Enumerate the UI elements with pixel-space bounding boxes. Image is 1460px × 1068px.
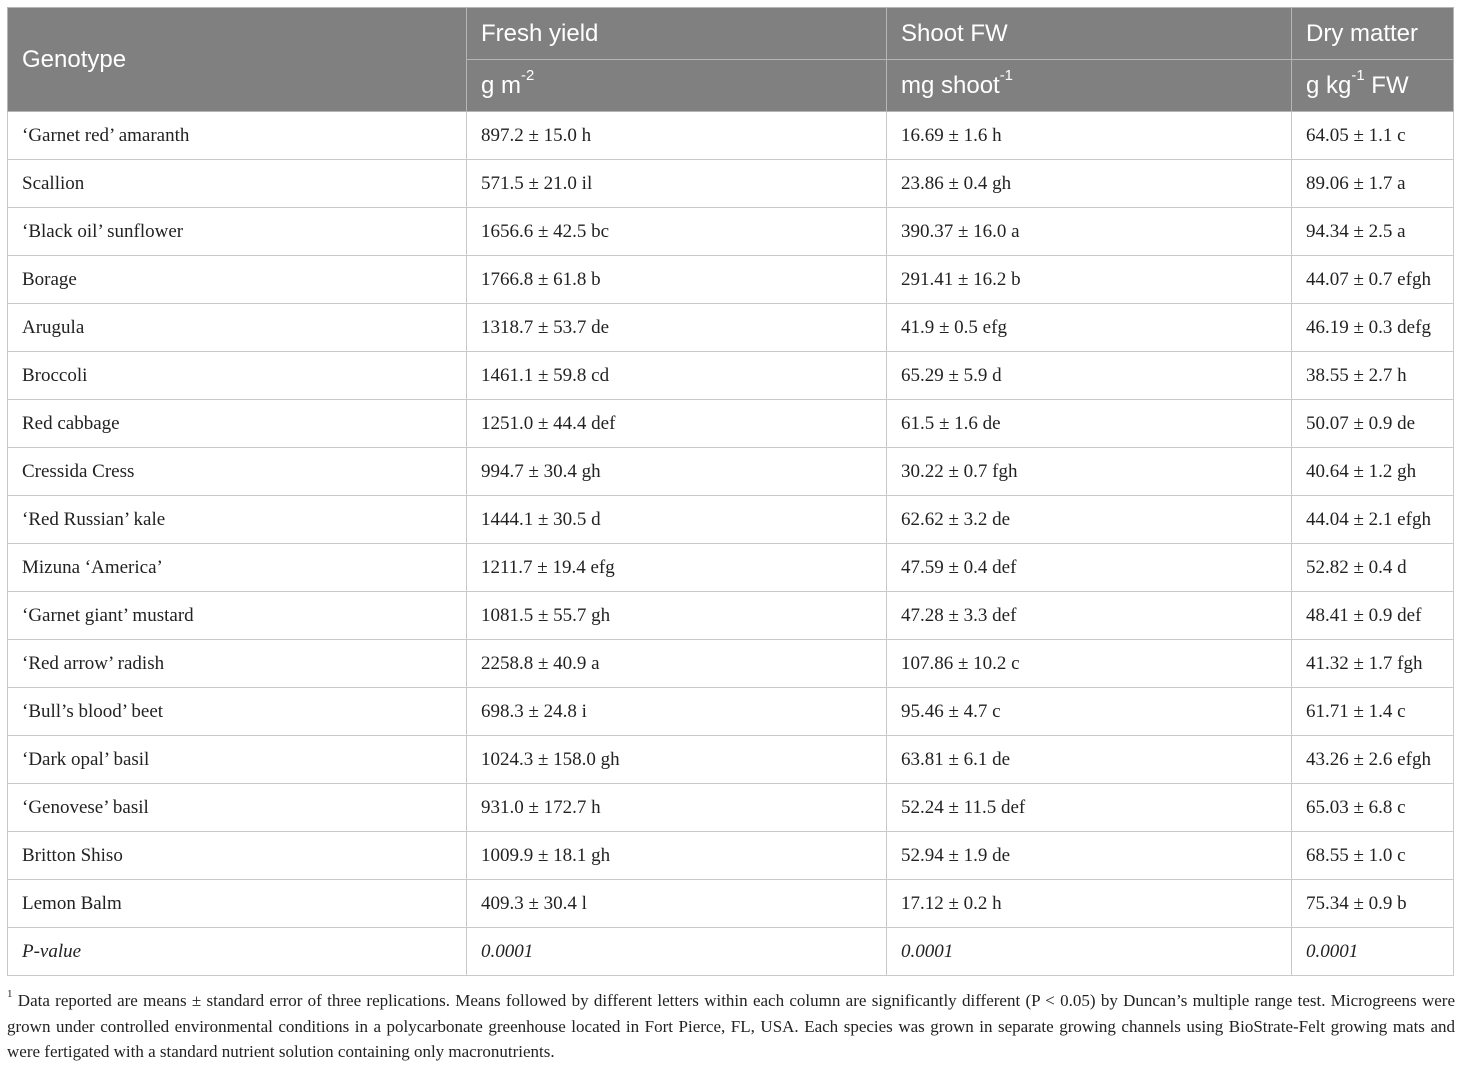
cell-genotype: ‘Red Russian’ kale [8,496,467,544]
unit-fresh-yield-exp: -2 [521,67,535,84]
col-header-dry-matter: Dry matter [1292,8,1454,60]
table-row [8,832,1454,880]
table-row [8,400,1454,448]
cell-shoot-fw: 30.22 ± 0.7 fgh [887,448,1292,496]
cell-dry-matter: 50.07 ± 0.9 de [1292,400,1454,448]
pvalue-row [8,928,1454,976]
cell-fresh-yield: 1251.0 ± 44.4 def [467,400,887,448]
unit-fresh-yield [467,60,887,112]
cell-genotype: ‘Bull’s blood’ beet [8,688,467,736]
unit-shoot-fw [887,60,1292,112]
cell-dry-matter: 40.64 ± 1.2 gh [1292,448,1454,496]
table-row [8,640,1454,688]
cell-genotype: Lemon Balm [8,880,467,928]
cell-genotype: ‘Black oil’ sunflower [8,208,467,256]
cell-fresh-yield: 409.3 ± 30.4 l [467,880,887,928]
table-row [8,304,1454,352]
cell-fresh-yield: 2258.8 ± 40.9 a [467,640,887,688]
cell-shoot-fw: 52.24 ± 11.5 def [887,784,1292,832]
cell-shoot-fw: 16.69 ± 1.6 h [887,112,1292,160]
unit-dry-matter-text: g kg [1306,71,1352,99]
table-body [8,112,1454,976]
table-row [8,496,1454,544]
cell-genotype: Red cabbage [8,400,467,448]
header-row [8,8,1454,60]
cell-fresh-yield: 897.2 ± 15.0 h [467,112,887,160]
unit-fresh-yield-text: g m [481,71,522,99]
unit-dry-matter-suffix: FW [1364,71,1409,99]
cell-fresh-yield: 931.0 ± 172.7 h [467,784,887,832]
cell-shoot-fw: 47.59 ± 0.4 def [887,544,1292,592]
table-row [8,736,1454,784]
cell-dry-matter: 64.05 ± 1.1 c [1292,112,1454,160]
cell-fresh-yield: 1461.1 ± 59.8 cd [467,352,887,400]
cell-genotype: Broccoli [8,352,467,400]
cell-shoot-fw: 107.86 ± 10.2 c [887,640,1292,688]
unit-shoot-fw-text: mg shoot [901,71,1000,99]
cell-fresh-yield: 1444.1 ± 30.5 d [467,496,887,544]
col-header-fresh-yield: Fresh yield [467,8,887,60]
cell-fresh-yield: 1766.8 ± 61.8 b [467,256,887,304]
cell-shoot-fw: 17.12 ± 0.2 h [887,880,1292,928]
cell-dry-matter: 41.32 ± 1.7 fgh [1292,640,1454,688]
pvalue-fresh-yield: 0.0001 [467,928,887,976]
cell-genotype: Arugula [8,304,467,352]
cell-shoot-fw: 23.86 ± 0.4 gh [887,160,1292,208]
unit-dry-matter-exp: -1 [1351,67,1365,84]
cell-dry-matter: 68.55 ± 1.0 c [1292,832,1454,880]
cell-dry-matter: 46.19 ± 0.3 defg [1292,304,1454,352]
pvalue-shoot-fw: 0.0001 [887,928,1292,976]
cell-dry-matter: 94.34 ± 2.5 a [1292,208,1454,256]
cell-shoot-fw: 41.9 ± 0.5 efg [887,304,1292,352]
footnote-marker: 1 [7,987,13,1000]
cell-fresh-yield: 1024.3 ± 158.0 gh [467,736,887,784]
pvalue-label: P-value [8,928,467,976]
cell-shoot-fw: 61.5 ± 1.6 de [887,400,1292,448]
cell-dry-matter: 38.55 ± 2.7 h [1292,352,1454,400]
table-row [8,160,1454,208]
cell-shoot-fw: 291.41 ± 16.2 b [887,256,1292,304]
cell-dry-matter: 61.71 ± 1.4 c [1292,688,1454,736]
table-row [8,880,1454,928]
table-row [8,352,1454,400]
table-row [8,544,1454,592]
col-header-genotype: Genotype [8,8,467,112]
table-row [8,784,1454,832]
unit-dry-matter [1292,60,1454,112]
table-row [8,256,1454,304]
cell-fresh-yield: 571.5 ± 21.0 il [467,160,887,208]
cell-fresh-yield: 1656.6 ± 42.5 bc [467,208,887,256]
table-row [8,592,1454,640]
cell-shoot-fw: 47.28 ± 3.3 def [887,592,1292,640]
table-row [8,688,1454,736]
cell-dry-matter: 44.07 ± 0.7 efgh [1292,256,1454,304]
cell-dry-matter: 43.26 ± 2.6 efgh [1292,736,1454,784]
cell-dry-matter: 48.41 ± 0.9 def [1292,592,1454,640]
cell-genotype: Mizuna ‘America’ [8,544,467,592]
cell-genotype: Borage [8,256,467,304]
cell-genotype: Britton Shiso [8,832,467,880]
cell-fresh-yield: 1211.7 ± 19.4 efg [467,544,887,592]
table-row [8,208,1454,256]
cell-genotype: ‘Genovese’ basil [8,784,467,832]
pvalue-dry-matter: 0.0001 [1292,928,1454,976]
cell-shoot-fw: 390.37 ± 16.0 a [887,208,1292,256]
cell-genotype: ‘Garnet giant’ mustard [8,592,467,640]
table-row [8,448,1454,496]
footnote-text: Data reported are means ± standard error of three replications. Means followed by different letters within each column are significantly different (P < 0.05) by Duncan’s multiple range test. Microgreens were grown under controlled environmental conditions in a polycarbonate greenhouse located in Fort Pierce, FL, USA. Each species was grown in separate growing channels using BioStrate-Felt growing mats and were fertigated with a standard nutrient solution containing only macronutrients. [7,991,1455,1061]
unit-shoot-fw-exp: -1 [999,67,1013,84]
cell-dry-matter: 65.03 ± 6.8 c [1292,784,1454,832]
cell-fresh-yield: 994.7 ± 30.4 gh [467,448,887,496]
cell-shoot-fw: 95.46 ± 4.7 c [887,688,1292,736]
cell-shoot-fw: 62.62 ± 3.2 de [887,496,1292,544]
cell-genotype: ‘Red arrow’ radish [8,640,467,688]
cell-shoot-fw: 52.94 ± 1.9 de [887,832,1292,880]
cell-fresh-yield: 1318.7 ± 53.7 de [467,304,887,352]
cell-dry-matter: 75.34 ± 0.9 b [1292,880,1454,928]
cell-shoot-fw: 65.29 ± 5.9 d [887,352,1292,400]
cell-shoot-fw: 63.81 ± 6.1 de [887,736,1292,784]
table-header [8,8,1454,112]
cell-genotype: ‘Garnet red’ amaranth [8,112,467,160]
cell-fresh-yield: 698.3 ± 24.8 i [467,688,887,736]
cell-genotype: Cressida Cress [8,448,467,496]
cell-genotype: Scallion [8,160,467,208]
cell-dry-matter: 44.04 ± 2.1 efgh [1292,496,1454,544]
table-footnote [7,988,1455,1065]
cell-fresh-yield: 1009.9 ± 18.1 gh [467,832,887,880]
col-header-shoot-fw: Shoot FW [887,8,1292,60]
table-row [8,112,1454,160]
cell-fresh-yield: 1081.5 ± 55.7 gh [467,592,887,640]
cell-dry-matter: 89.06 ± 1.7 a [1292,160,1454,208]
cell-dry-matter: 52.82 ± 0.4 d [1292,544,1454,592]
cell-genotype: ‘Dark opal’ basil [8,736,467,784]
results-table [7,7,1454,976]
